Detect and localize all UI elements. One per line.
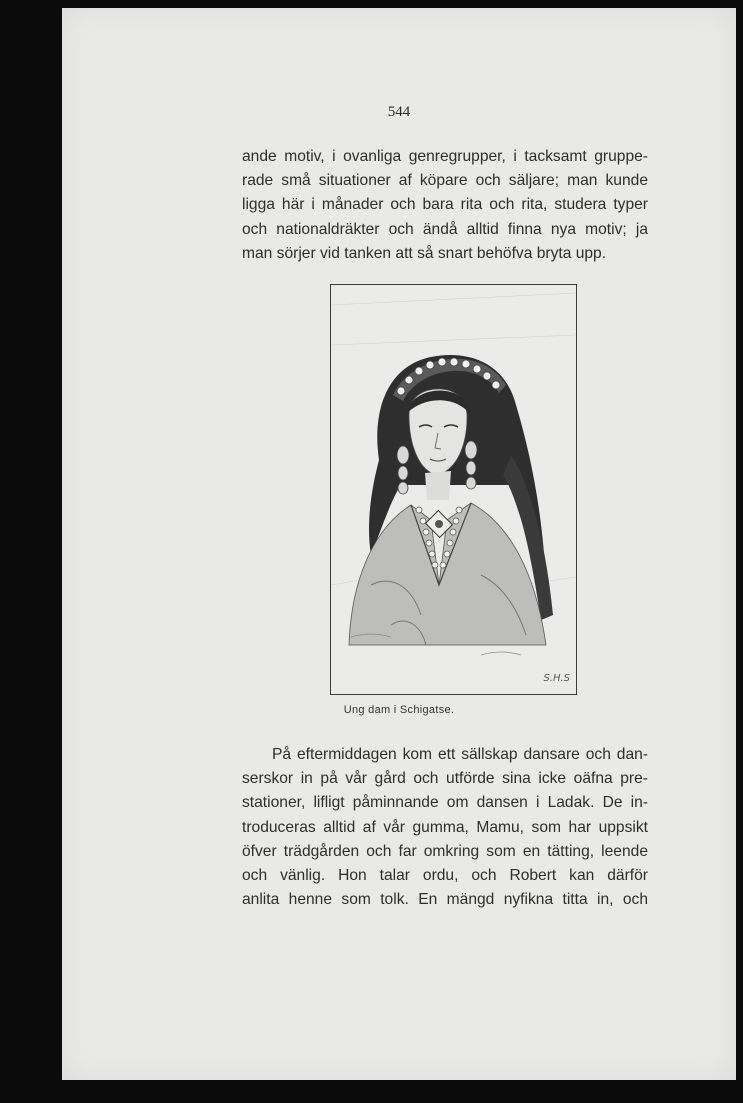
text-line: stationer, lifligt påminnande om dansen i Ladak. De in- [242,794,648,812]
text-line: rade små situationer af köpare och säljare; man kunde [242,172,648,190]
book-page [62,8,736,1080]
portrait-illustration [330,284,577,695]
portrait-drawing [331,285,576,694]
text-line: troduceras alltid af vår gumma, Mamu, som har uppsikt [242,818,648,836]
text-line: öfver trädgården och far omkring som en tätting, leende [242,842,648,860]
text-line: På eftermiddagen kom ett sällskap dansare och dan- [272,746,648,763]
text-line: ande motiv, i ovanliga genregrupper, i tacksamt gruppe- [242,148,648,165]
artist-signature: S.H.S [543,673,570,684]
text-line: och vänlig. Hon talar ordu, och Robert kan därför [242,866,648,884]
text-line: anlita henne som tolk. En mängd nyfikna titta in, och [242,891,648,909]
text-line: serskor in på vår gård och utförde sina icke oäfna pre- [242,770,648,788]
text-line: och nationaldräkter och ändå alltid finna nya motiv; ja [242,220,648,238]
figure-caption: Ung dam i Schigatse. [343,704,455,716]
text-line: man sörjer vid tanken att så snart behöfva bryta upp. [242,244,607,262]
page-number: 544 [387,104,411,120]
paragraph-2 [242,743,648,912]
text-line: ligga här i månader och bara rita och rita, studera typer [242,196,648,214]
paragraph-1 [242,145,648,266]
